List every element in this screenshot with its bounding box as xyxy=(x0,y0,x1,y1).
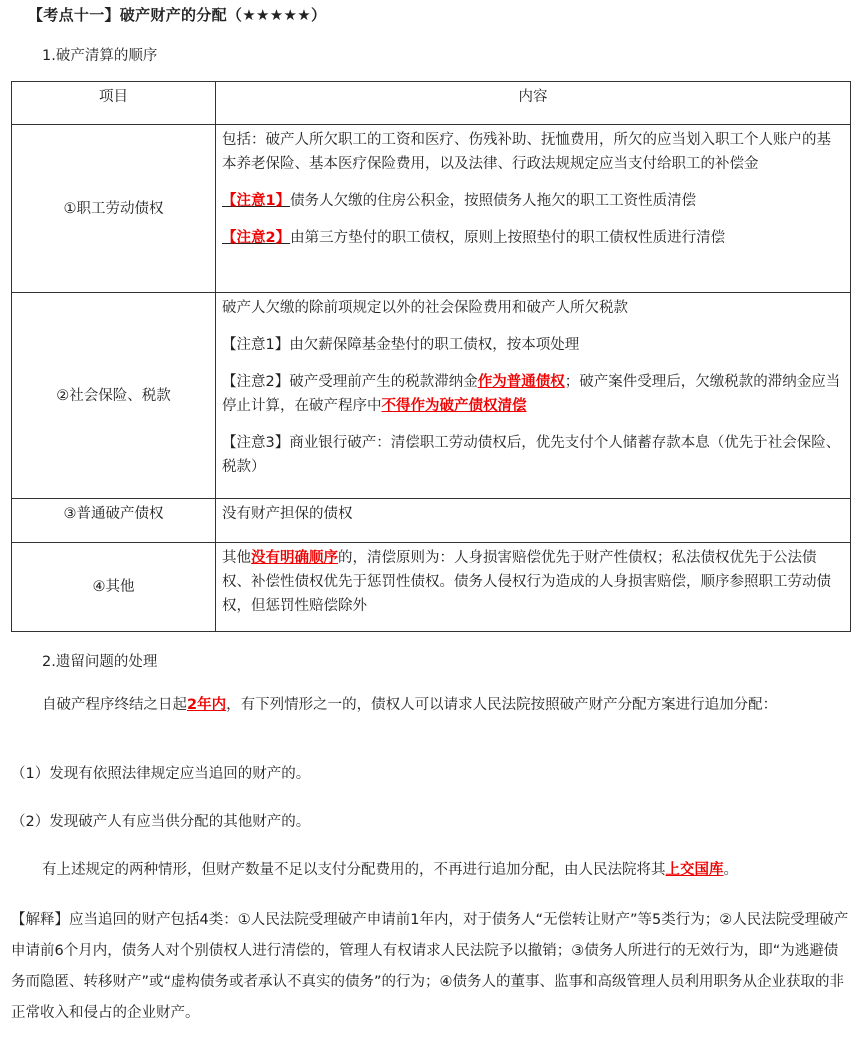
text-segment: 的，清偿原则为：人身损害赔偿优先于财产性债权；私法债权优先于公法债权、补偿性债权优先于惩罚性债权。债务人侵权行为造成的人身损害赔偿，顺序参照职工劳动债权，但惩罚性赔偿除外 xyxy=(222,550,831,614)
table-row xyxy=(12,499,851,543)
content-paragraph xyxy=(222,370,844,418)
text-segment: 债务人欠缴的住房公积金，按照债务人拖欠的职工工资性质清偿 xyxy=(290,193,697,209)
content-paragraph xyxy=(222,333,844,357)
text-segment: 【注意2】破产受理前产生的税款滞纳金 xyxy=(222,374,478,390)
body-paragraph xyxy=(11,858,851,882)
emphasis-text: 不得作为破产债权清偿 xyxy=(381,398,527,414)
row-content xyxy=(216,293,851,499)
text-segment: 没有财产担保的债权 xyxy=(222,506,353,522)
text-segment: ，有下列情形之一的，债权人可以请求人民法院按照破产财产分配方案进行追加分配： xyxy=(226,697,778,713)
text-segment: 【注意1】由欠薪保障基金垫付的职工债权，按本项处理 xyxy=(222,337,580,353)
text-segment: 【注意3】商业银行破产：清偿职工劳动债权后，优先支付个人储蓄存款本息（优先于社会保险、税款） xyxy=(222,435,841,475)
text-segment: 其他 xyxy=(222,550,251,566)
emphasis-text: 没有明确顺序 xyxy=(251,550,338,566)
body-paragraph xyxy=(11,905,851,1029)
emphasis-text: 作为普通债权 xyxy=(477,374,565,390)
body-paragraph xyxy=(11,810,851,834)
row-content xyxy=(216,499,851,543)
note-label: 【注意2】 xyxy=(222,230,291,246)
page-title: 【考点十一】破产财产的分配（★★★★★） xyxy=(28,6,327,24)
content-paragraph xyxy=(222,128,844,176)
text-segment: （2）发现破产人有应当供分配的其他财产的。 xyxy=(11,814,311,830)
liquidation-order-table xyxy=(11,81,851,632)
content-paragraph xyxy=(222,189,844,213)
row-item: ①职工劳动债权 xyxy=(12,125,216,293)
content-paragraph xyxy=(222,502,844,526)
content-paragraph xyxy=(222,431,844,479)
note-label: 【注意1】 xyxy=(222,193,291,209)
table-row xyxy=(12,543,851,632)
row-content xyxy=(216,543,851,632)
emphasis-text: 2年内 xyxy=(187,697,227,713)
header-content: 内容 xyxy=(216,82,851,125)
emphasis-text: 上交国库 xyxy=(665,862,724,878)
body-paragraph xyxy=(11,690,851,720)
section-heading-1: 1.破产清算的顺序 xyxy=(42,48,158,64)
body-paragraph xyxy=(11,762,851,786)
text-segment: ；破产案件受理后，欠缴税款的滞纳金应当停止计算，在破产程序中 xyxy=(222,374,841,414)
text-segment: 【解释】应当追回的财产包括4类：①人民法院受理破产申请前1年内，对于债务人“无偿转让财产”等5类行为；②人民法院受理破产申请前6个月内，债务人对个别债权人进行清偿的，管理人有权请求人民法院予以撤销；③债务人所进行的无效行为，即“为逃避债务而隐匿、转移财产”或“虚构债务或者承认不真实的债务”的行为；④债务人的董事、监事和高级管理人员利用职务从企业获取的非正常收入和侵占的企业财产。 xyxy=(11,912,849,1021)
content-paragraph xyxy=(222,296,844,320)
text-segment: 由第三方垫付的职工债权，原则上按照垫付的职工债权性质进行清偿 xyxy=(290,230,726,246)
text-segment: 破产人欠缴的除前项规定以外的社会保险费用和破产人所欠税款 xyxy=(222,300,628,316)
text-segment: 包括：破产人所欠职工的工资和医疗、伤残补助、抚恤费用，所欠的应当划入职工个人账户的基本养老保险、基本医疗保险费用，以及法律、行政法规规定应当支付给职工的补偿金 xyxy=(222,132,831,172)
text-segment: 有上述规定的两种情形，但财产数量不足以支付分配费用的，不再进行追加分配，由人民法院将其 xyxy=(42,862,666,878)
header-item: 项目 xyxy=(12,82,216,125)
row-item: ④其他 xyxy=(12,543,216,632)
row-item: ②社会保险、税款 xyxy=(12,293,216,499)
text-segment: （1）发现有依照法律规定应当追回的财产的。 xyxy=(11,766,311,782)
section-heading-2: 2.遗留问题的处理 xyxy=(42,654,158,670)
content-paragraph xyxy=(222,226,844,250)
table-row xyxy=(12,293,851,499)
content-paragraph xyxy=(222,546,844,618)
row-item: ③普通破产债权 xyxy=(12,499,216,543)
row-content xyxy=(216,125,851,293)
table-header-row xyxy=(12,82,851,125)
text-segment: 。 xyxy=(723,862,738,878)
table-row xyxy=(12,125,851,293)
text-segment: 自破产程序终结之日起 xyxy=(42,697,187,713)
